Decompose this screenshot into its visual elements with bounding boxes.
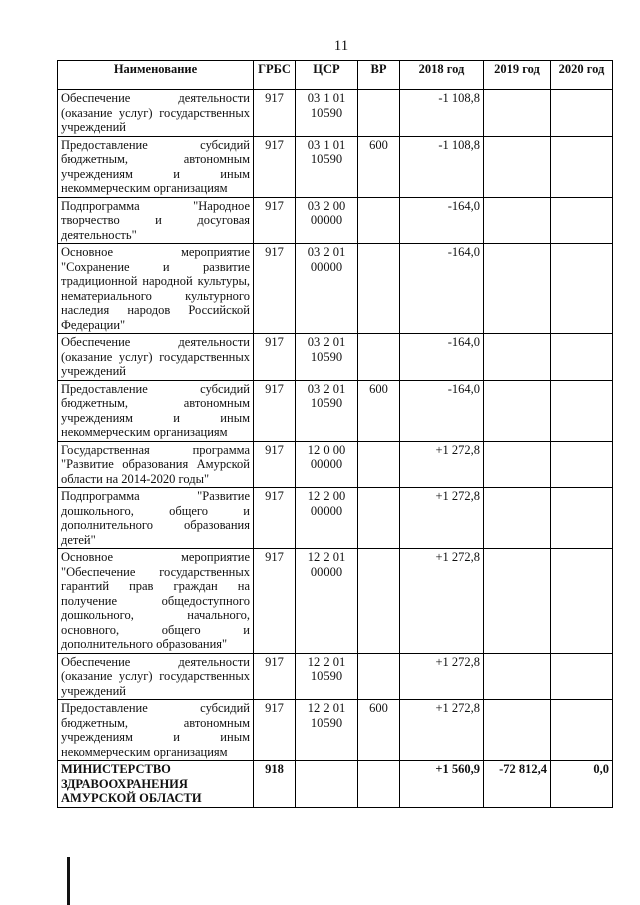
cell-grbs: 917: [254, 90, 296, 137]
cell-2018: -164,0: [400, 244, 484, 334]
cell-name: Основное мероприятие "Обеспечение государственных гарантий прав граждан на получение общедоступного дошкольного, начального, основного, общего и дополнительного образования": [58, 549, 254, 654]
cell-2019: [484, 90, 551, 137]
cell-vr: [358, 334, 400, 381]
cell-2020: [551, 90, 613, 137]
cell-name: МИНИСТЕРСТВО ЗДРАВООХРАНЕНИЯ АМУРСКОЙ ОБЛАСТИ: [58, 761, 254, 808]
table-row: [58, 244, 613, 334]
cell-2020: [551, 380, 613, 441]
cell-name: Предоставление субсидий бюджетным, автономным учреждениям и иным некоммерческим организациям: [58, 700, 254, 761]
header-grbs: ГРБС: [254, 61, 296, 90]
page-number: 11: [333, 38, 349, 54]
cell-name: Предоставление субсидий бюджетным, автономным учреждениям и иным некоммерческим организациям: [58, 136, 254, 197]
cell-2020: [551, 334, 613, 381]
table-row: [58, 549, 613, 654]
table-row: [58, 441, 613, 488]
cell-grbs: 918: [254, 761, 296, 808]
cell-2020: [551, 488, 613, 549]
cell-2018: +1 272,8: [400, 700, 484, 761]
header-2020: 2020 год: [551, 61, 613, 90]
table-row: [58, 488, 613, 549]
cell-grbs: 917: [254, 197, 296, 244]
cell-vr: [358, 653, 400, 700]
table-row: [58, 136, 613, 197]
cell-2018: +1 272,8: [400, 441, 484, 488]
cell-2018: -1 108,8: [400, 90, 484, 137]
cell-2018: -1 108,8: [400, 136, 484, 197]
table-row: [58, 380, 613, 441]
cell-csr: [296, 761, 358, 808]
cell-grbs: 917: [254, 334, 296, 381]
cell-2018: -164,0: [400, 334, 484, 381]
cell-vr: [358, 761, 400, 808]
cell-2019: [484, 197, 551, 244]
cell-2018: +1 272,8: [400, 653, 484, 700]
header-name: Наименование: [58, 61, 254, 90]
table-body: [58, 90, 613, 808]
cell-csr: 12 2 01 10590: [296, 653, 358, 700]
cell-csr: 12 0 00 00000: [296, 441, 358, 488]
cell-grbs: 917: [254, 136, 296, 197]
cell-2018: -164,0: [400, 197, 484, 244]
cell-vr: [358, 90, 400, 137]
cell-name: Подпрограмма "Развитие дошкольного, общего и дополнительного образования детей": [58, 488, 254, 549]
cell-csr: 12 2 01 10590: [296, 700, 358, 761]
cell-2020: 0,0: [551, 761, 613, 808]
cell-2018: -164,0: [400, 380, 484, 441]
cell-name: Обеспечение деятельности (оказание услуг) государственных учреждений: [58, 334, 254, 381]
cell-csr: 03 2 01 10590: [296, 380, 358, 441]
cell-csr: 12 2 01 00000: [296, 549, 358, 654]
table-row: [58, 653, 613, 700]
cell-name: Обеспечение деятельности (оказание услуг) государственных учреждений: [58, 90, 254, 137]
cell-name: Обеспечение деятельности (оказание услуг) государственных учреждений: [58, 653, 254, 700]
cell-2018: +1 272,8: [400, 549, 484, 654]
cell-grbs: 917: [254, 441, 296, 488]
cell-2020: [551, 197, 613, 244]
cell-2019: [484, 441, 551, 488]
margin-mark: [67, 857, 70, 905]
cell-csr: 03 1 01 10590: [296, 90, 358, 137]
cell-2019: [484, 488, 551, 549]
header-2019: 2019 год: [484, 61, 551, 90]
cell-2019: [484, 549, 551, 654]
cell-grbs: 917: [254, 549, 296, 654]
cell-2019: [484, 244, 551, 334]
cell-2018: +1 272,8: [400, 488, 484, 549]
cell-2019: [484, 136, 551, 197]
cell-2020: [551, 700, 613, 761]
cell-grbs: 917: [254, 380, 296, 441]
cell-csr: 03 2 00 00000: [296, 197, 358, 244]
cell-2020: [551, 549, 613, 654]
cell-vr: 600: [358, 380, 400, 441]
cell-grbs: 917: [254, 244, 296, 334]
table-row: [58, 334, 613, 381]
cell-grbs: 917: [254, 700, 296, 761]
cell-2019: [484, 334, 551, 381]
cell-name: Государственная программа "Развитие образования Амурской области на 2014-2020 годы": [58, 441, 254, 488]
table-row: [58, 197, 613, 244]
cell-csr: 03 2 01 00000: [296, 244, 358, 334]
cell-vr: 600: [358, 700, 400, 761]
cell-csr: 03 1 01 10590: [296, 136, 358, 197]
cell-csr: 03 2 01 10590: [296, 334, 358, 381]
cell-name: Основное мероприятие "Сохранение и развитие традиционной народной культуры, нематериального культурного наследия народов Российской Федерации": [58, 244, 254, 334]
table-row-total: [58, 761, 613, 808]
table-row: [58, 700, 613, 761]
cell-vr: 600: [358, 136, 400, 197]
cell-2020: [551, 244, 613, 334]
cell-vr: [358, 244, 400, 334]
cell-name: Подпрограмма "Народное творчество и досуговая деятельность": [58, 197, 254, 244]
cell-vr: [358, 197, 400, 244]
cell-2019: [484, 653, 551, 700]
cell-2018: +1 560,9: [400, 761, 484, 808]
cell-2019: -72 812,4: [484, 761, 551, 808]
header-vr: ВР: [358, 61, 400, 90]
cell-csr: 12 2 00 00000: [296, 488, 358, 549]
cell-2019: [484, 380, 551, 441]
cell-2020: [551, 441, 613, 488]
table-header-row: [58, 61, 613, 90]
header-csr: ЦСР: [296, 61, 358, 90]
cell-name: Предоставление субсидий бюджетным, автономным учреждениям и иным некоммерческим организациям: [58, 380, 254, 441]
cell-2020: [551, 136, 613, 197]
cell-grbs: 917: [254, 488, 296, 549]
cell-vr: [358, 549, 400, 654]
cell-grbs: 917: [254, 653, 296, 700]
cell-2019: [484, 700, 551, 761]
header-2018: 2018 год: [400, 61, 484, 90]
cell-vr: [358, 488, 400, 549]
cell-2020: [551, 653, 613, 700]
table-row: [58, 90, 613, 137]
budget-table: [57, 60, 613, 808]
cell-vr: [358, 441, 400, 488]
